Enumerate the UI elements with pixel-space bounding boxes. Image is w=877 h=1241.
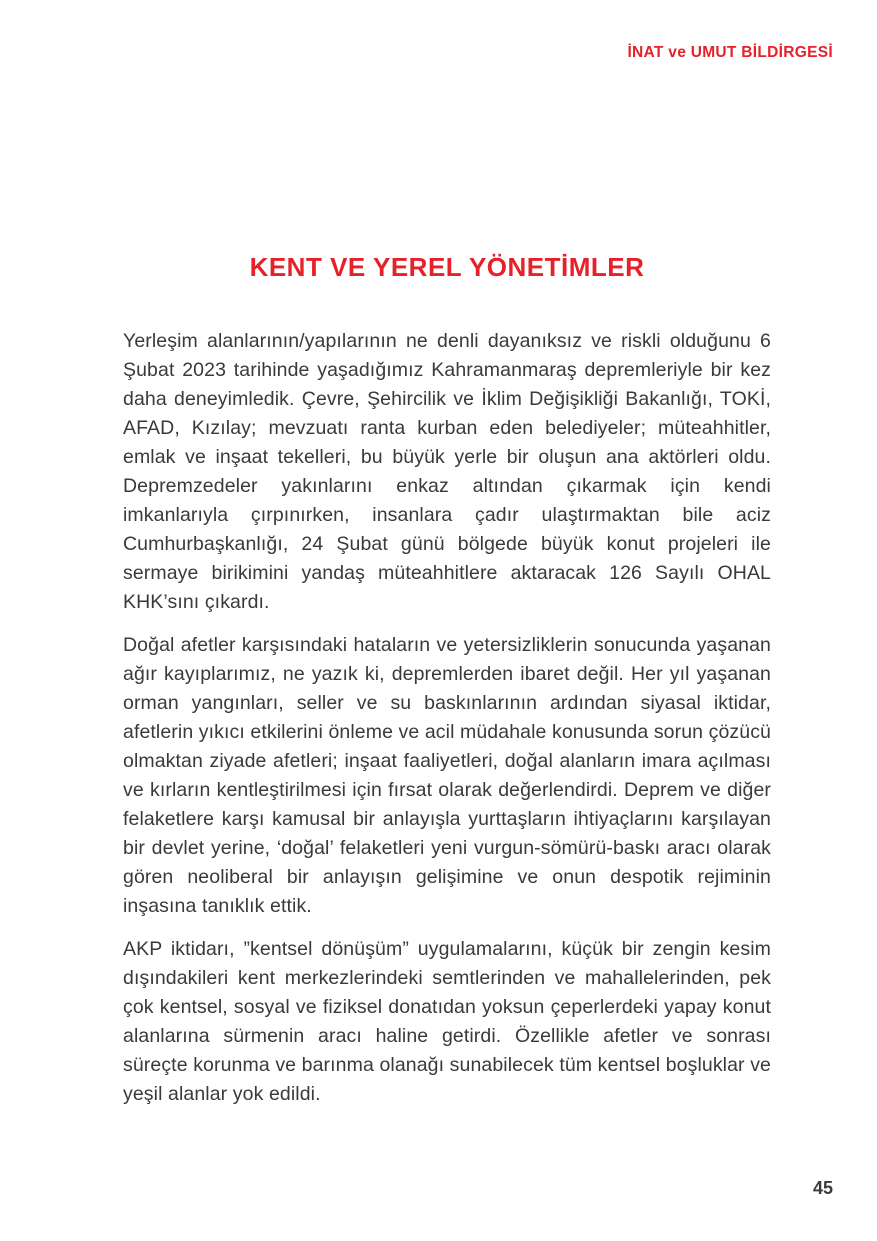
page-number: 45	[812, 1178, 833, 1198]
body-paragraph-1: Yerleşim alanlarının/yapılarının ne denli dayanıksız ve riskli olduğunu 6 Şubat 2023 tarihinde yaşadığımız Kahramanmaraş depremleriyle bir kez daha deneyimledik. Çevre, Şehircilik ve İklim Değişikliği Bakanlığı, TOKİ, AFAD, Kızılay; mevzuatı ranta kurban eden belediyeler; müteahhitler, emlak ve inşaat tekelleri, bu büyük yerle bir oluşun ana aktörleri oldu. Depremzedeler yakınlarını enkaz altından çıkarmak için kendi imkanlarıyla çırpınırken, insanlara çadır ulaştırmaktan bile aciz Cumhurbaşkanlığı, 24 Şubat günü bölgede büyük konut projeleri ile sermaye birikimini yandaş müteahhitlere aktaracak 126 Sayılı OHAL KHK’sını çıkardı.	[123, 330, 771, 613]
running-header: İNAT ve UMUT BİLDİRGESİ	[627, 44, 833, 61]
page-content	[123, 252, 771, 1109]
body-paragraph-3: AKP iktidarı, ”kentsel dönüşüm” uygulamalarını, küçük bir zengin kesim dışındakileri kent merkezlerindeki semtlerinden ve mahallelerinden, pek çok kentsel, sosyal ve fiziksel donatıdan yoksun çeperlerdeki yapay konut alanlarına sürmenin aracı haline getirdi. Özellikle afetler ve sonrası süreçte korunma ve barınma olanağı sunabilecek tüm kentsel boşluklar ve yeşil alanlar yok edildi.	[123, 938, 771, 1105]
section-title: KENT VE YEREL YÖNETİMLER	[249, 252, 645, 282]
body-paragraph-2: Doğal afetler karşısındaki hataların ve yetersizliklerin sonucunda yaşanan ağır kayıplarımız, ne yazık ki, depremlerden ibaret değil. Her yıl yaşanan orman yangınları, seller ve su baskınlarının ardından siyasal iktidar, afetlerin yıkıcı etkilerini önleme ve acil müdahale konusunda sorun çözücü olmaktan ziyade afetleri; inşaat faaliyetleri, doğal alanların imara açılması ve kırların kentleştirilmesi için fırsat olarak değerlendirdi. Deprem ve diğer felaketlere karşı kamusal bir anlayışla yurttaşların ihtiyaçlarını karşılayan bir devlet yerine, ‘doğal’ felaketleri yeni vurgun-sömürü-baskı aracı olarak gören neoliberal bir anlayışın gelişimine ve onun despotik rejiminin inşasına tanıklık ettik.	[123, 634, 771, 917]
